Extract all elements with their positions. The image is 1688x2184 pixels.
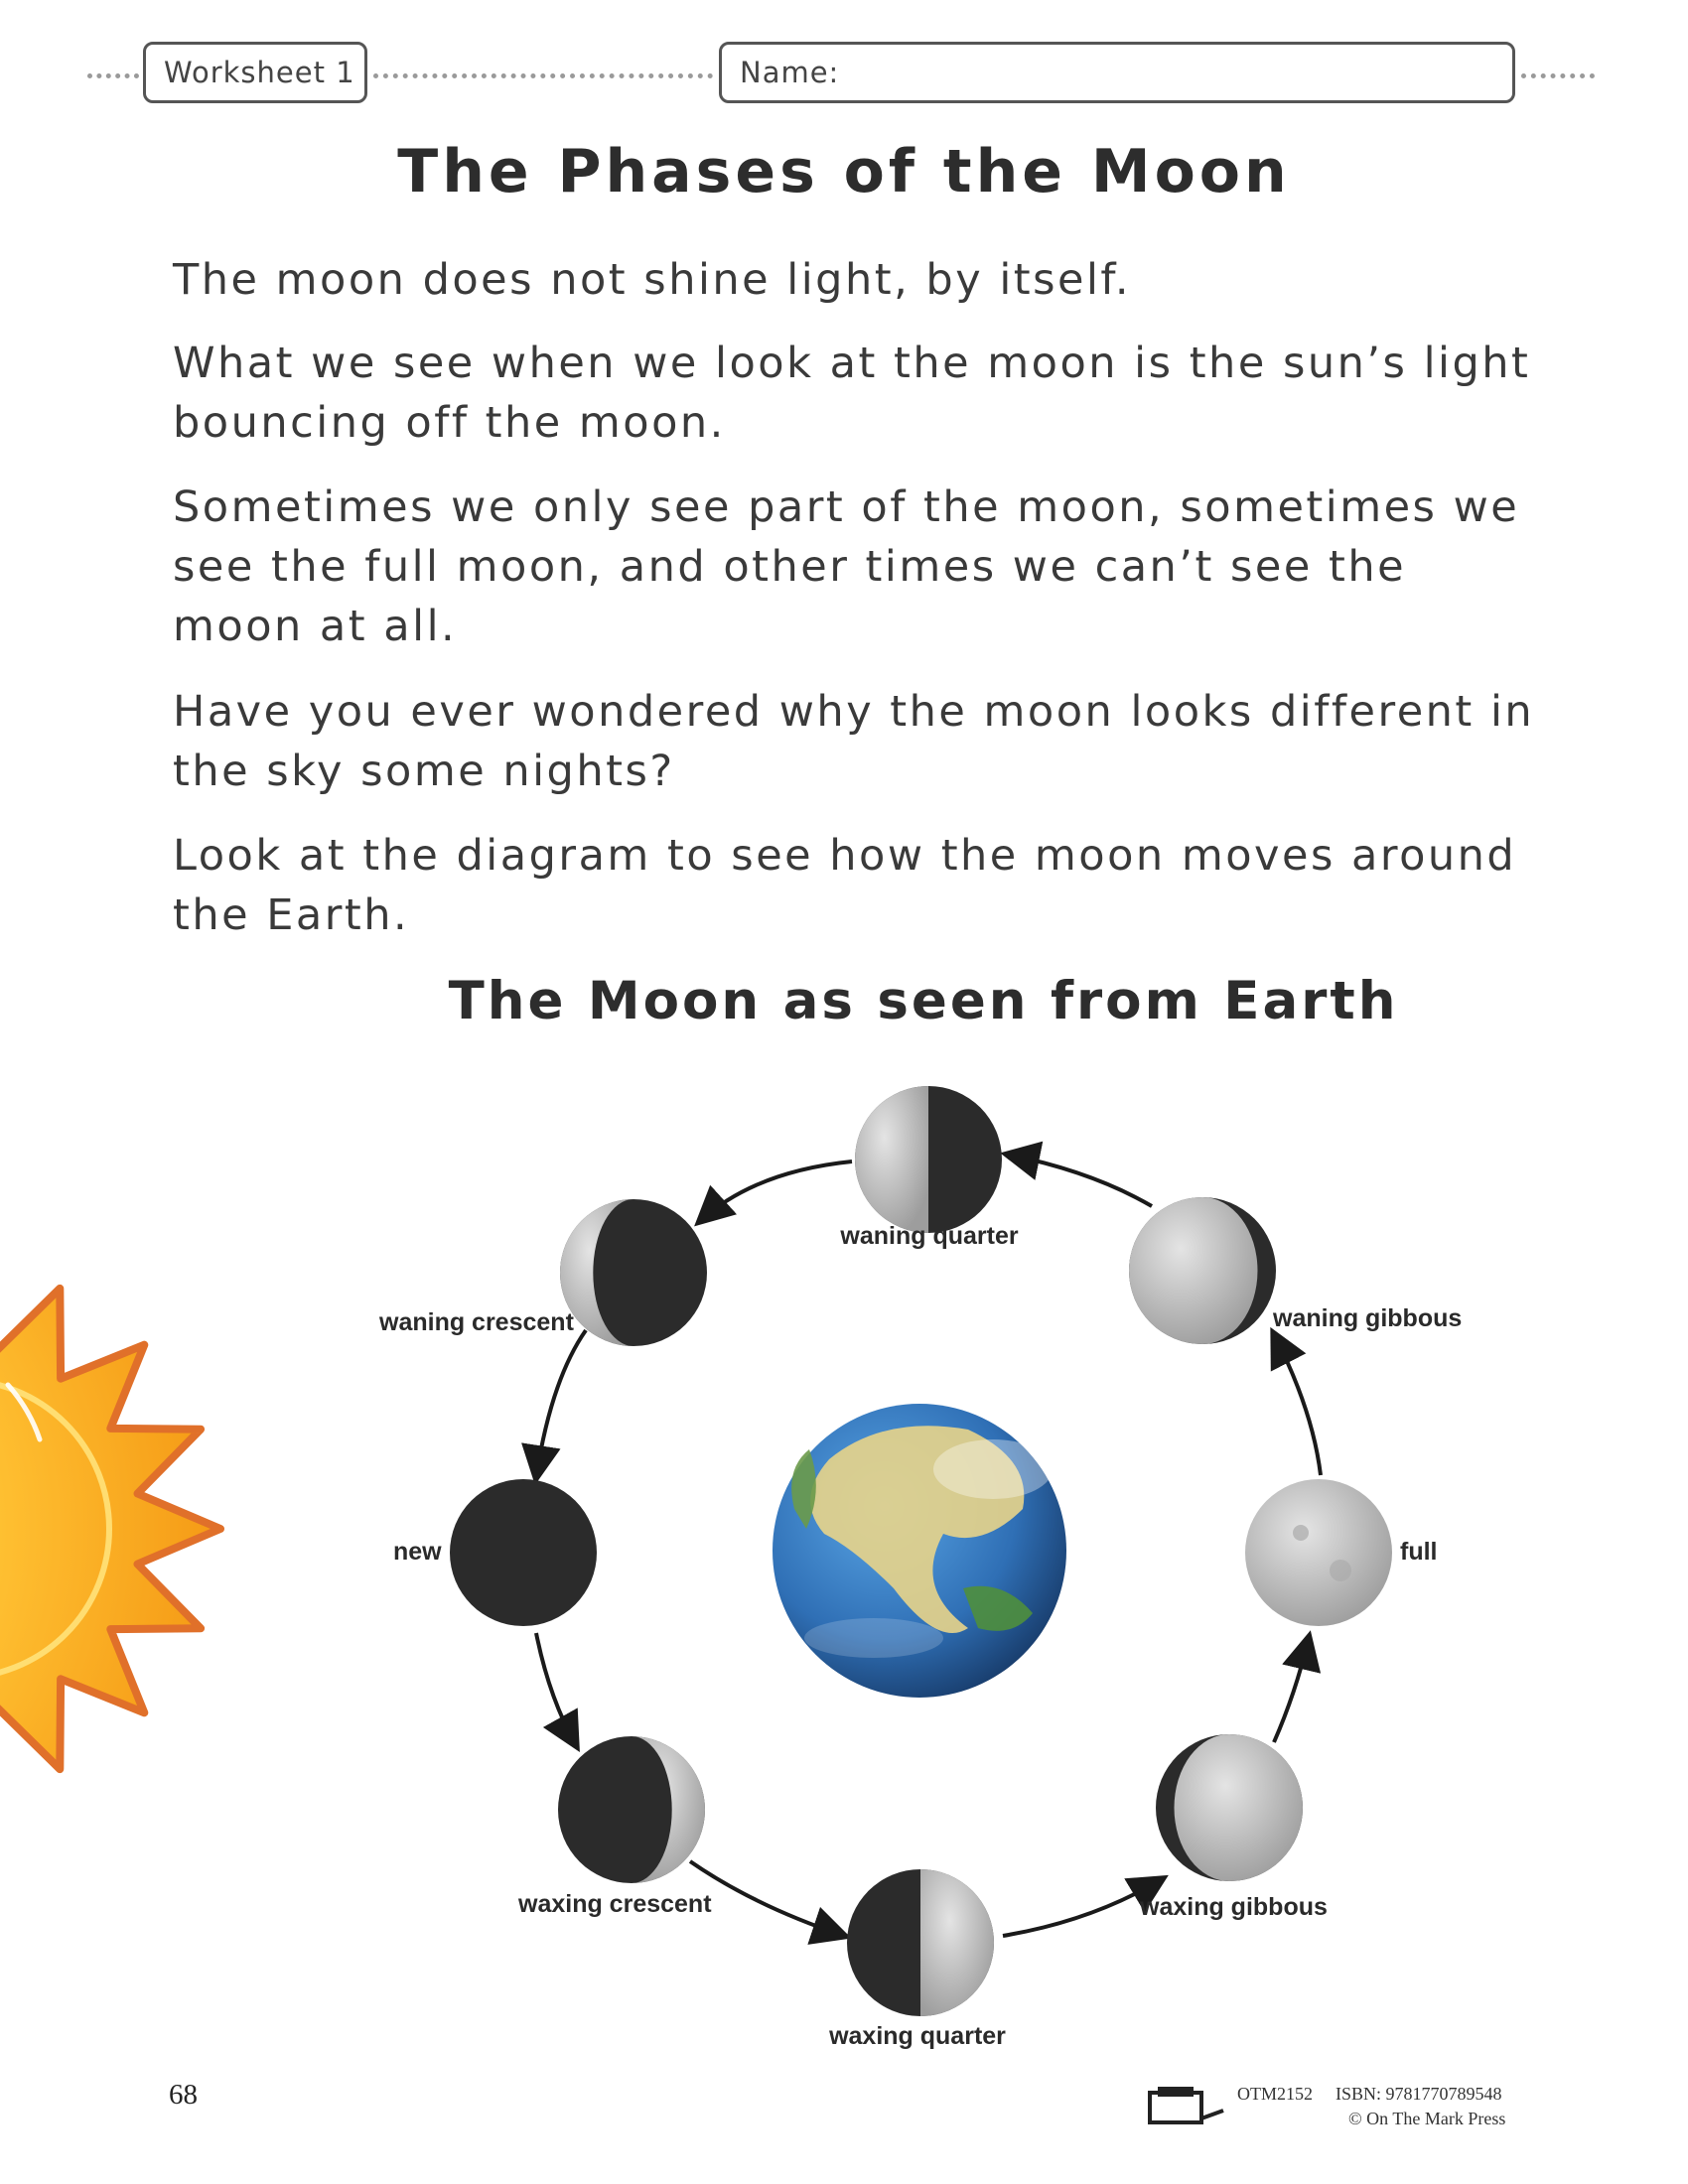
label-waxing-gibbous: waxing gibbous [1140,1893,1328,1921]
moon-full-icon [1245,1479,1392,1626]
moon-waning-quarter-icon [855,1086,1002,1233]
header-dots-left [87,73,139,78]
publisher-logo-icon [1148,2085,1227,2126]
sun-icon [0,1269,220,1789]
moon-waxing-gibbous-icon [1156,1734,1303,1881]
earth-icon [773,1404,1066,1698]
orbit-arrow-3 [536,1633,576,1745]
moon-waxing-quarter-icon [847,1869,994,2016]
paragraph-4: Have you ever wondered why the moon looks different in the sky some nights? [173,687,1535,796]
name-field[interactable] [719,42,1515,103]
page-title: The Phases of the Moon [397,137,1291,206]
orbit-arrow-1 [700,1161,852,1221]
label-waxing-quarter: waxing quarter [829,2022,1006,2050]
orbit-arrow-8 [1008,1155,1152,1206]
name-label: Name: [740,56,840,89]
orbit-arrow-4 [690,1861,844,1936]
moon-waning-crescent-icon [560,1199,707,1346]
paragraph-2: What we see when we look at the moon is the sun’s light bouncing off the moon. [173,339,1531,448]
paragraph-5: Look at the diagram to see how the moon moves around the Earth. [173,831,1517,940]
label-waning-quarter: waning quarter [840,1222,1019,1250]
label-waning-gibbous: waning gibbous [1273,1304,1463,1332]
moon-phases-diagram [0,1032,1688,2065]
header-dots-middle [373,73,713,78]
label-new: new [393,1538,442,1566]
label-waning-crescent: waning crescent [379,1308,574,1336]
footer-isbn: ISBN: 9781770789548 [1336,2084,1502,2104]
orbit-arrow-5 [1003,1879,1162,1936]
label-full: full [1400,1538,1438,1566]
page-number: 68 [169,2079,198,2111]
paragraph-3: Sometimes we only see part of the moon, sometimes we see the full moon, and other times we can’t see the moon at all. [173,482,1520,651]
paragraph-1: The moon does not shine light, by itself. [173,255,1132,305]
diagram-title: The Moon as seen from Earth [448,971,1399,1031]
moon-new-icon [450,1479,597,1626]
label-waxing-crescent: waxing crescent [518,1890,712,1918]
orbit-arrow-2 [536,1330,586,1477]
orbit-arrow-6 [1274,1638,1309,1742]
worksheet-box [143,42,367,103]
worksheet-label: Worksheet 1 [164,56,355,89]
orbit-arrow-7 [1274,1334,1321,1475]
footer-code: OTM2152 [1237,2084,1313,2104]
moon-waxing-crescent-icon [558,1736,705,1883]
footer-copyright: © On The Mark Press [1348,2109,1506,2128]
header-dots-right [1521,73,1595,78]
moon-waning-gibbous-icon [1129,1197,1276,1344]
